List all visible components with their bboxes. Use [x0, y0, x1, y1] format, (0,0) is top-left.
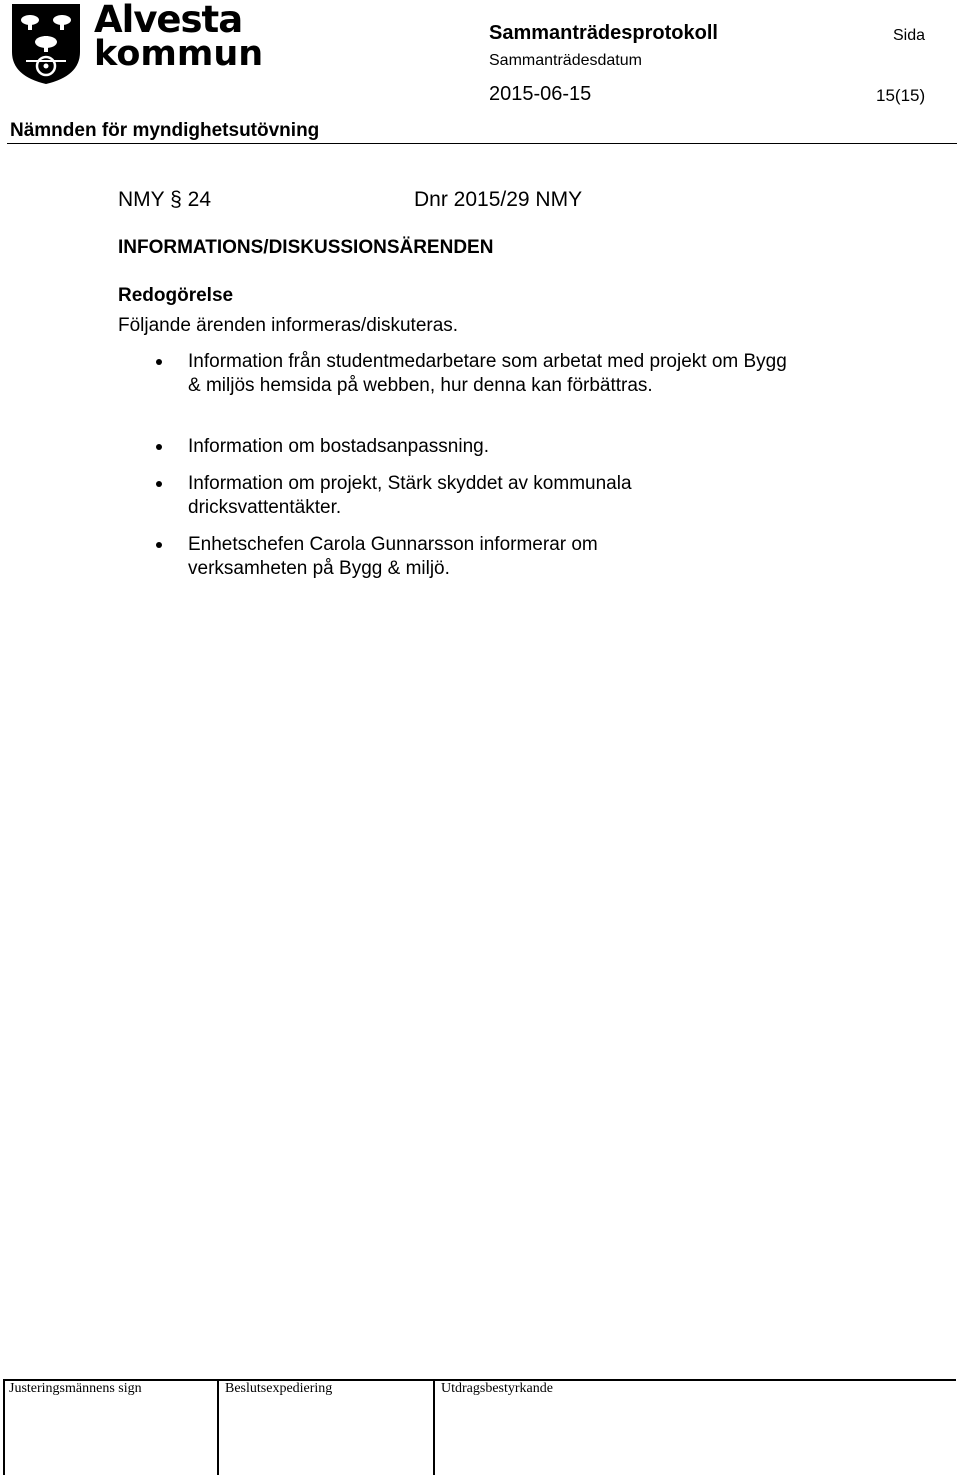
municipality-logo — [10, 0, 264, 86]
bullet-icon — [156, 481, 162, 487]
list-item — [188, 350, 788, 398]
footer-column-border — [433, 1381, 435, 1475]
committee-name: Nämnden för myndighetsutövning — [10, 120, 320, 141]
footer-column-border — [217, 1381, 219, 1475]
coat-of-arms-icon — [10, 2, 82, 86]
list-item-text: Information om bostadsanpassning. — [188, 436, 490, 457]
bullet-icon — [156, 444, 162, 450]
adjusters-signature-label: Justeringsmännens sign — [9, 1381, 142, 1396]
decision-dispatch-label: Beslutsexpediering — [225, 1381, 333, 1396]
bullet-icon — [156, 542, 162, 548]
subheading: Redogörelse — [118, 285, 234, 306]
meeting-date-label: Sammanträdesdatum — [489, 52, 642, 69]
list-item — [188, 472, 708, 520]
header-divider — [7, 143, 957, 144]
list-item-text: Enhetschefen Carola Gunnarsson informerar om verksamheten på Bygg & miljö. — [188, 534, 598, 579]
section-number: NMY § 24 — [118, 188, 211, 211]
bullet-icon — [156, 359, 162, 365]
list-item — [188, 435, 788, 459]
extract-certification-label: Utdragsbestyrkande — [441, 1381, 553, 1396]
meeting-date: 2015-06-15 — [489, 83, 592, 105]
logo-text-line2: kommun — [94, 34, 264, 74]
intro-text: Följande ärenden informeras/diskuteras. — [118, 315, 459, 336]
document-type: Sammanträdesprotokoll — [489, 22, 718, 44]
footer-column-border — [3, 1381, 5, 1475]
list-item-text: Information från studentmedarbetare som arbetat med projekt om Bygg & miljös hemsida på webben, hur denna kan förbättras. — [188, 351, 787, 396]
logo-text-line1: Alvesta — [94, 0, 243, 41]
signature-footer — [0, 1379, 960, 1475]
page-label: Sida — [893, 27, 926, 44]
list-item — [188, 533, 668, 581]
page-number: 15(15) — [876, 86, 926, 105]
section-title: INFORMATIONS/DISKUSSIONSÄRENDEN — [118, 237, 494, 258]
registration-number: Dnr 2015/29 NMY — [414, 188, 583, 211]
list-item-text: Information om projekt, Stärk skyddet av kommunala dricksvattentäkter. — [188, 473, 632, 518]
